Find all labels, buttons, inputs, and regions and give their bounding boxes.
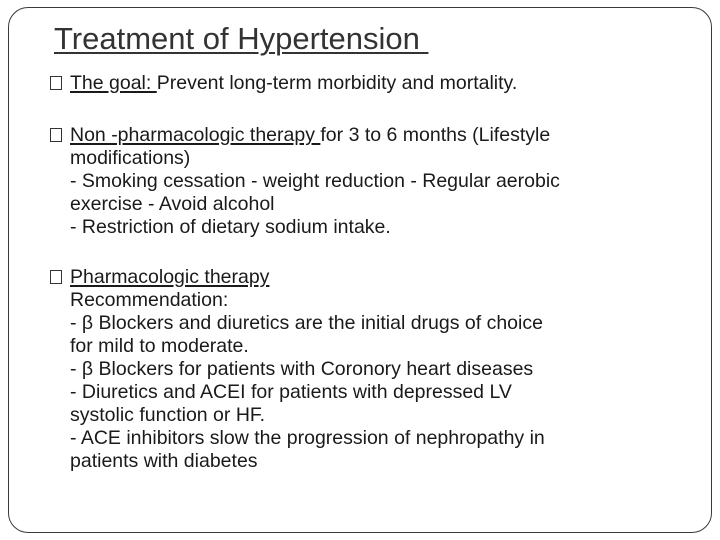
bullet-line: exercise - Avoid alcohol: [70, 193, 275, 215]
bullet-line: - β Blockers for patients with Coronory heart diseases: [70, 358, 534, 380]
bullet-line: patients with diabetes: [70, 450, 258, 472]
bullet-box-icon: [50, 76, 62, 90]
bullet-first-line: [70, 72, 690, 95]
bullet-lead: The goal:: [70, 72, 157, 94]
bullet-line: - Diuretics and ACEI for patients with depressed LV: [70, 381, 512, 403]
bullet-line: - ACE inhibitors slow the progression of nephropathy in: [70, 427, 545, 449]
bullet-rest: for 3 to 6 months (Lifestyle: [320, 124, 551, 146]
bullet-pharmacologic: [50, 266, 690, 473]
bullet-line: - β Blockers and diuretics are the initial drugs of choice: [70, 312, 543, 334]
bullet-line: for mild to moderate.: [70, 335, 249, 357]
bullet-line: - Smoking cessation - weight reduction - Regular aerobic: [70, 170, 560, 192]
bullet-lead: Non -pharmacologic therapy: [70, 124, 321, 146]
bullet-line: - Restriction of dietary sodium intake.: [70, 216, 391, 238]
bullet-first-line: [70, 124, 690, 147]
bullet-line: systolic function or HF.: [70, 404, 266, 426]
bullet-non-pharmacologic: [50, 124, 690, 239]
bullet-box-icon: [50, 270, 62, 284]
bullet-rest: Prevent long-term morbidity and mortality.: [156, 72, 518, 94]
bullet-goal: [50, 72, 690, 95]
bullet-box-icon: [50, 128, 62, 142]
slide-title: Treatment of Hypertension: [54, 21, 429, 56]
bullet-line: modifications): [70, 147, 191, 169]
bullet-first-line: [70, 266, 690, 289]
bullet-line: Recommendation:: [70, 289, 229, 311]
bullet-lead: Pharmacologic therapy: [70, 266, 270, 288]
